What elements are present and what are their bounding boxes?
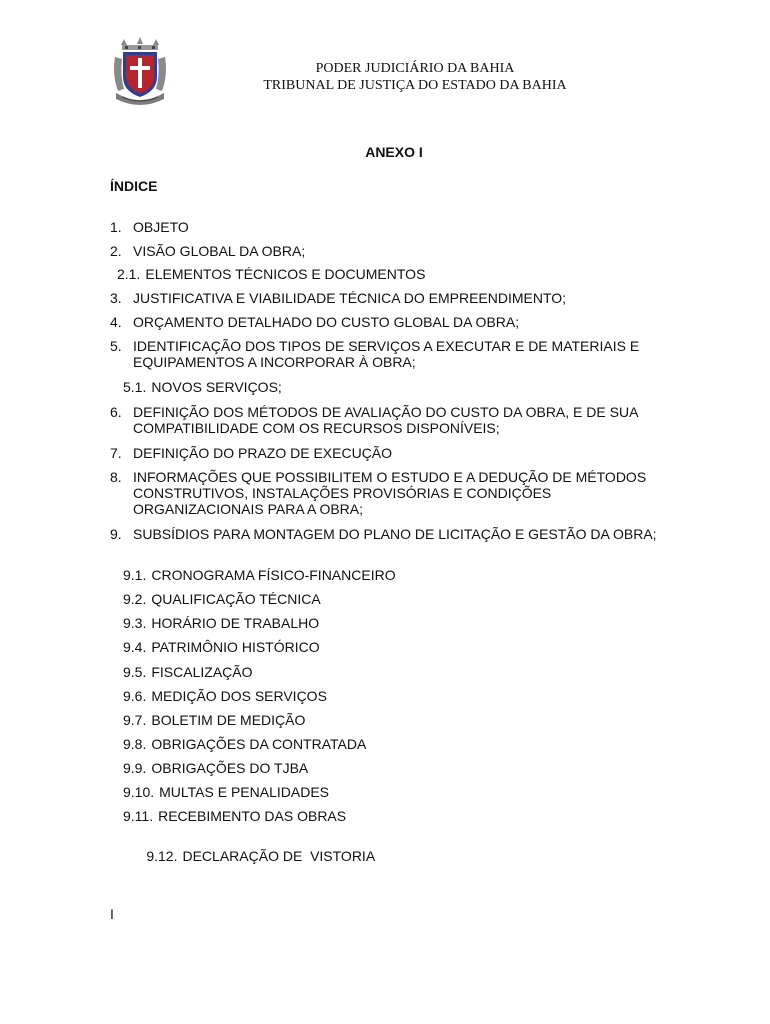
toc-subitem <box>123 591 321 607</box>
toc-item-number: 9.7. <box>123 712 147 728</box>
toc-subitem <box>123 712 305 728</box>
toc-item <box>110 338 680 370</box>
toc-item-number: 9.6. <box>123 688 147 704</box>
toc-subitem <box>117 266 425 282</box>
toc-subitem <box>123 615 319 631</box>
toc-item-number: 8. <box>110 469 122 485</box>
toc-item <box>110 243 680 259</box>
header-line-1: PODER JUDICIÁRIO DA BAHIA <box>315 61 515 76</box>
annex-title: ANEXO I <box>365 144 423 160</box>
toc-subitem <box>123 639 320 655</box>
toc-item-text: INFORMAÇÕES QUE POSSIBILITEM O ESTUDO E A DEDUÇÃO DE MÉTODOS CONSTRUTIVOS, INSTALAÇÕES PROVISÓRIAS E CONDIÇÕES ORGANIZACIONAIS PARA A OBRA; <box>133 469 647 517</box>
toc-item-number: 9.5. <box>123 664 147 680</box>
toc-item-text: RECEBIMENTO DAS OBRAS <box>158 808 347 824</box>
toc-item-number: 9.4. <box>123 639 147 655</box>
toc-subitem <box>123 784 329 800</box>
toc-item-number: 4. <box>110 314 122 330</box>
toc-item-text: JUSTIFICATIVA E VIABILIDADE TÉCNICA DO EMPREENDIMENTO; <box>133 290 567 306</box>
toc-item-text: ORÇAMENTO DETALHADO DO CUSTO GLOBAL DA OBRA; <box>133 314 520 330</box>
toc-item-text: HORÁRIO DE TRABALHO <box>151 615 320 631</box>
toc-item-text: OBRIGAÇÕES DO TJBA <box>151 760 309 776</box>
toc-item-number: 9.12. <box>146 848 178 864</box>
toc-subitem <box>123 832 375 880</box>
toc-item-text: FISCALIZAÇÃO <box>151 664 253 680</box>
toc-item-number: 1. <box>110 219 122 235</box>
toc-item <box>110 290 680 306</box>
toc-item-number: 9.2. <box>123 591 147 607</box>
toc-item-text: DECLARAÇÃO DE VISTORIA <box>182 848 376 864</box>
toc-subitem <box>123 808 346 824</box>
toc-item-text: SUBSÍDIOS PARA MONTAGEM DO PLANO DE LICITAÇÃO E GESTÃO DA OBRA; <box>133 526 657 542</box>
toc-item-text: DEFINIÇÃO DO PRAZO DE EXECUÇÃO <box>133 445 393 461</box>
toc-item-number: 6. <box>110 404 122 420</box>
toc-item-number: 9.1. <box>123 567 147 583</box>
toc-item-number: 5. <box>110 338 122 354</box>
header-line-2: TRIBUNAL DE JUSTIÇA DO ESTADO DA BAHIA <box>263 78 567 93</box>
court-crest-icon <box>112 37 168 109</box>
toc-item <box>110 469 680 517</box>
toc-item <box>110 445 680 461</box>
toc-item-text: CRONOGRAMA FÍSICO-FINANCEIRO <box>151 567 396 583</box>
toc-item-text: IDENTIFICAÇÃO DOS TIPOS DE SERVIÇOS A EXECUTAR E DE MATERIAIS E EQUIPAMENTOS A INCORPORAR À OBRA; <box>133 338 640 370</box>
index-heading: ÍNDICE <box>110 178 158 194</box>
toc-item-number: 9.9. <box>123 760 147 776</box>
toc-item-text: MULTAS E PENALIDADES <box>159 784 329 800</box>
page-number: I <box>110 906 114 922</box>
toc-item-number: 9.10. <box>123 784 155 800</box>
toc-subitem <box>123 379 282 395</box>
toc-item-number: 3. <box>110 290 122 306</box>
toc-item-text: NOVOS SERVIÇOS; <box>151 379 282 395</box>
toc-item-text: OBRIGAÇÕES DA CONTRATADA <box>151 736 367 752</box>
toc-item <box>110 526 680 542</box>
toc-subitem <box>123 567 396 583</box>
toc-item <box>110 219 680 235</box>
toc-subitem <box>123 736 366 752</box>
toc-item-text: MEDIÇÃO DOS SERVIÇOS <box>151 688 327 704</box>
toc-item <box>110 314 680 330</box>
toc-item-text: ELEMENTOS TÉCNICOS E DOCUMENTOS <box>145 266 426 282</box>
toc-item-number: 9.3. <box>123 615 147 631</box>
toc-item-number: 2. <box>110 243 122 259</box>
toc-item-number: 7. <box>110 445 122 461</box>
toc-subitem <box>123 688 327 704</box>
toc-item-number: 9. <box>110 526 122 542</box>
toc-item-number: 9.8. <box>123 736 147 752</box>
toc-item-text: PATRIMÔNIO HISTÓRICO <box>151 639 320 655</box>
toc-subitem <box>123 664 253 680</box>
toc-item-number: 9.11. <box>123 808 154 824</box>
toc-subitem <box>123 760 308 776</box>
toc-item-text: BOLETIM DE MEDIÇÃO <box>151 712 306 728</box>
toc-item-number: 2.1. <box>117 266 141 282</box>
toc-item-text: QUALIFICAÇÃO TÉCNICA <box>151 591 321 607</box>
header <box>190 60 640 94</box>
toc-item <box>110 404 680 436</box>
toc-item-text: DEFINIÇÃO DOS MÉTODOS DE AVALIAÇÃO DO CUSTO DA OBRA, E DE SUA COMPATIBILIDADE COM OS RECURSOS DISPONÍVEIS; <box>133 404 638 436</box>
toc-item-text: OBJETO <box>133 219 189 235</box>
toc-item-number: 5.1. <box>123 379 147 395</box>
toc-item-text: VISÃO GLOBAL DA OBRA; <box>133 243 306 259</box>
